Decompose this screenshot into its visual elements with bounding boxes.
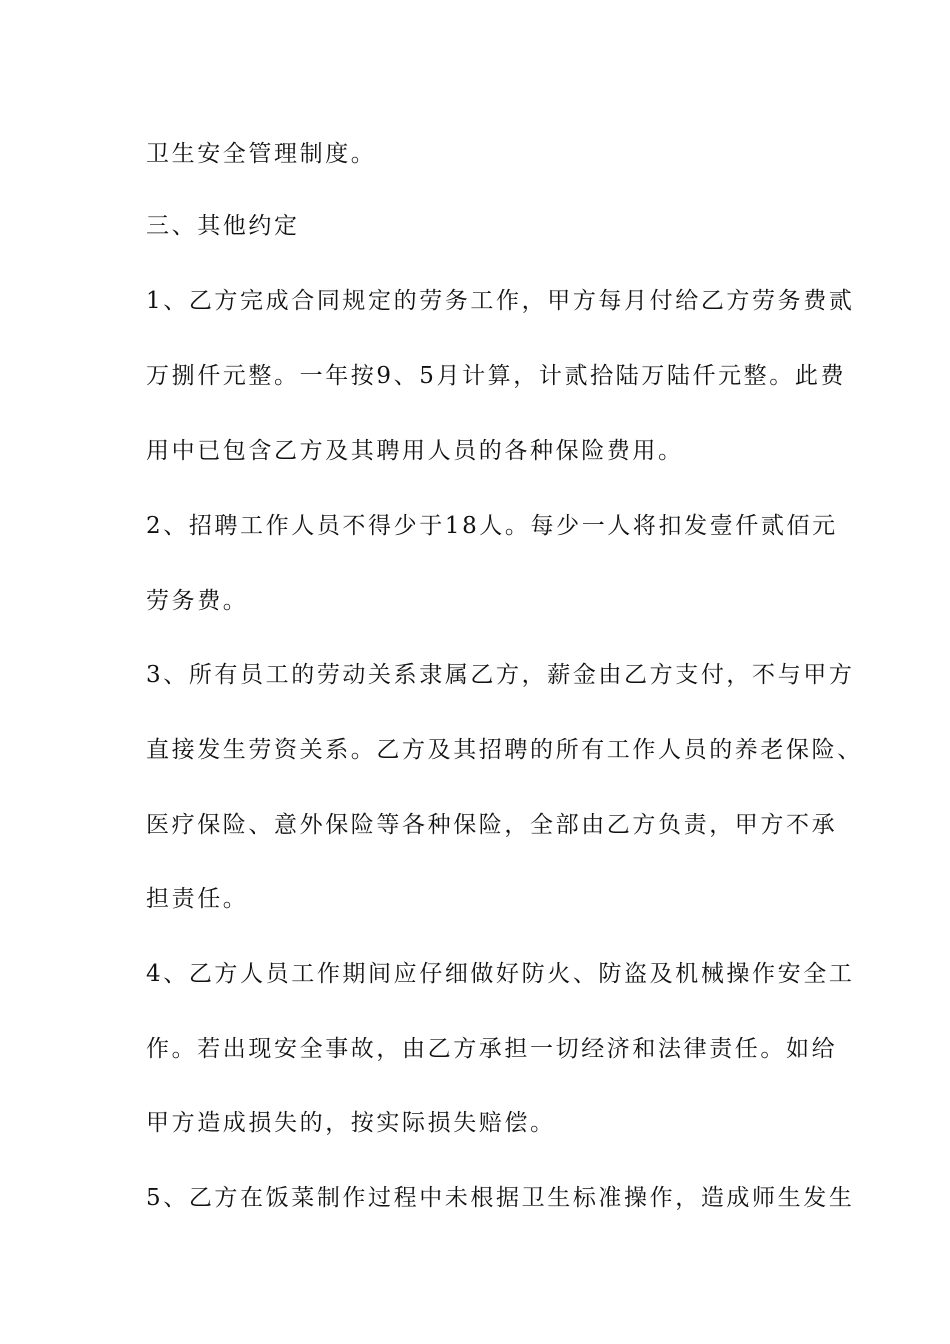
text-line: 3、所有员工的劳动关系隶属乙方，薪金由乙方支付，不与甲方 bbox=[146, 662, 855, 688]
text-line: 4、乙方人员工作期间应仔细做好防火、防盗及机械操作安全工 bbox=[146, 961, 855, 987]
text-line: 2、招聘工作人员不得少于18人。每少一人将扣发壹仟贰佰元 bbox=[146, 513, 838, 539]
text-line: 担责任。 bbox=[146, 886, 249, 912]
text-line: 万捌仟元整。一年按9、5月计算，计贰拾陆万陆仟元整。此费 bbox=[146, 363, 847, 389]
text-line: 卫生安全管理制度。 bbox=[146, 141, 377, 167]
text-line: 劳务费。 bbox=[146, 588, 249, 614]
text-line: 甲方造成损失的，按实际损失赔偿。 bbox=[146, 1110, 556, 1136]
text-line: 作。若出现安全事故，由乙方承担一切经济和法律责任。如给 bbox=[146, 1036, 838, 1062]
text-line: 5、乙方在饭菜制作过程中未根据卫生标准操作，造成师生发生 bbox=[146, 1185, 855, 1211]
text-line: 直接发生劳资关系。乙方及其招聘的所有工作人员的养老保险、 bbox=[146, 737, 863, 763]
section-heading: 三、其他约定 bbox=[146, 213, 300, 239]
text-line: 医疗保险、意外保险等各种保险，全部由乙方负责，甲方不承 bbox=[146, 812, 838, 838]
text-line: 用中已包含乙方及其聘用人员的各种保险费用。 bbox=[146, 438, 684, 464]
text-line: 1、乙方完成合同规定的劳务工作，甲方每月付给乙方劳务费贰 bbox=[146, 288, 855, 314]
